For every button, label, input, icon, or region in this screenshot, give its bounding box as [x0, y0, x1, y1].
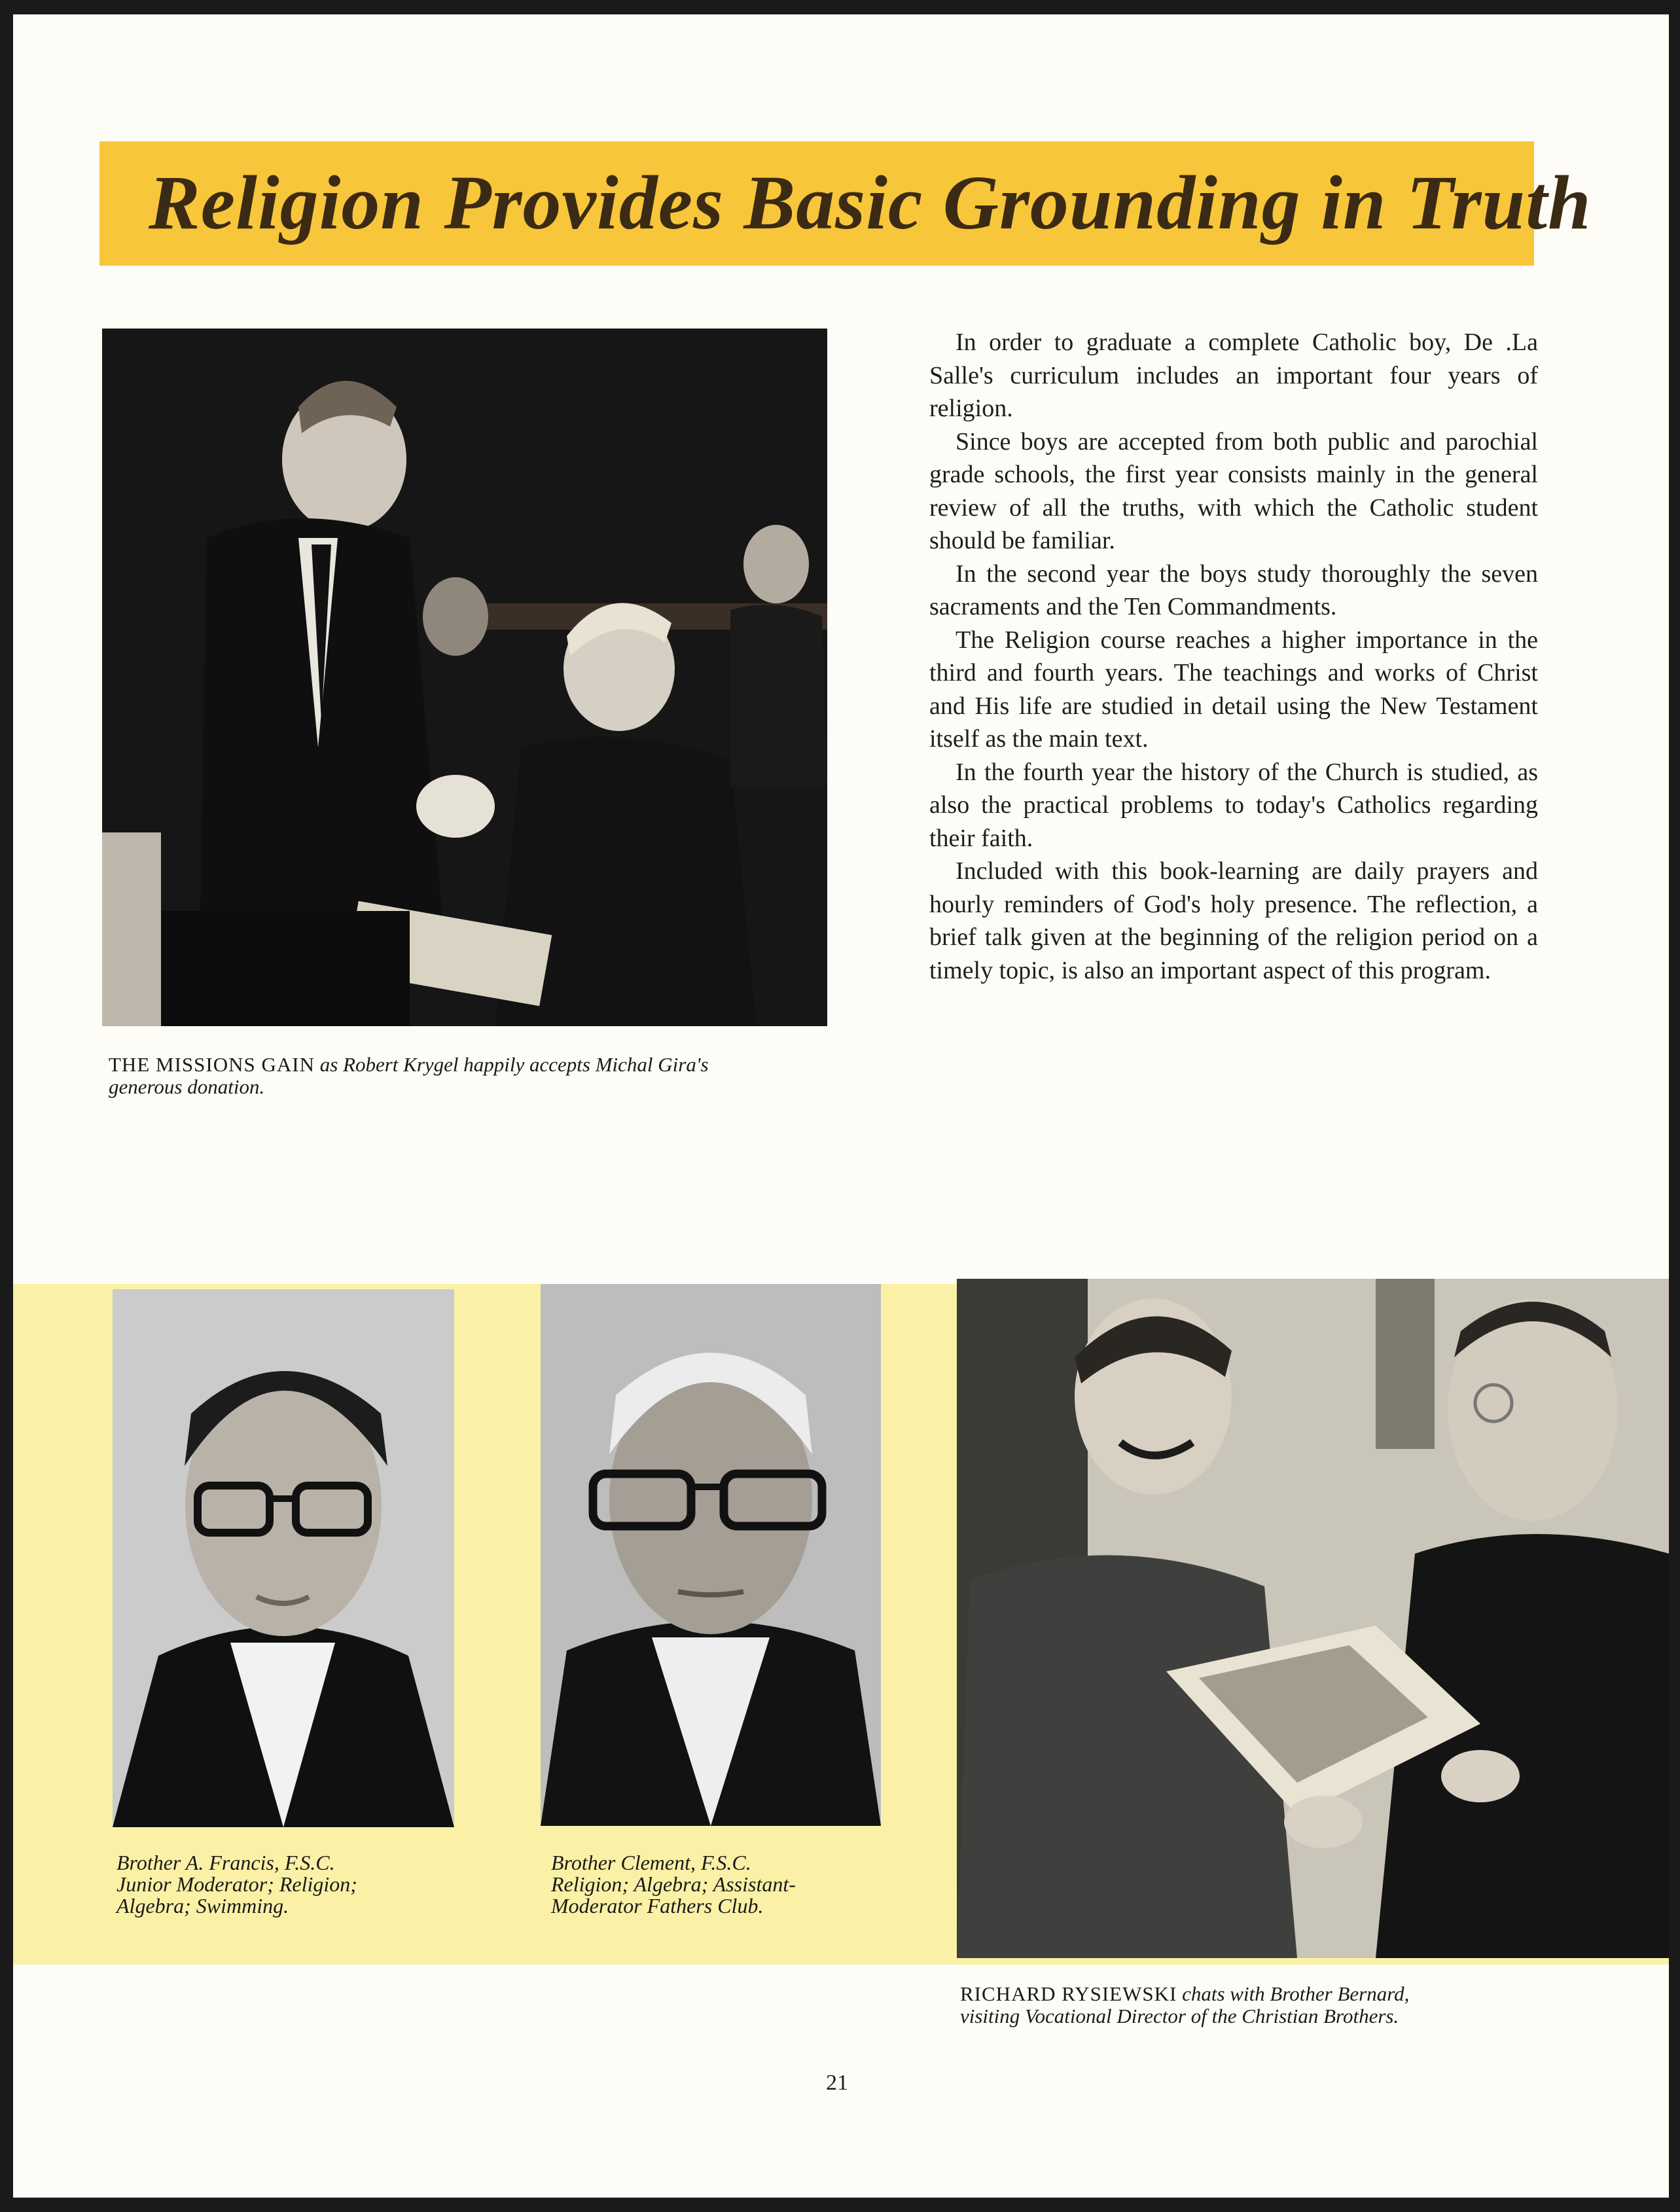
brother-francis-portrait: [113, 1289, 454, 1827]
richard-photo-illustration: [957, 1279, 1669, 1958]
richard-bernard-photo: [957, 1279, 1669, 1958]
yearbook-page: [13, 14, 1669, 2198]
clement-caption-name: Brother Clement, F.S.C.: [551, 1851, 751, 1874]
clement-caption-line: Religion; Algebra; Assistant-: [551, 1872, 796, 1896]
missions-caption-lead: THE MISSIONS GAIN: [109, 1053, 315, 1076]
richard-caption-lead: RICHARD RYSIEWSKI: [960, 1982, 1177, 2005]
article-body: [929, 326, 1538, 987]
page-number: 21: [826, 2071, 848, 2095]
francis-caption-name: Brother A. Francis, F.S.C.: [116, 1851, 335, 1874]
francis-caption: [116, 1852, 457, 1917]
body-paragraph: Since boys are accepted from both public and parochial grade schools, the first year consists mainly in the general review of all the truths, with which the Catholic student should be familiar.: [929, 427, 1538, 554]
clement-portrait-illustration: [541, 1284, 881, 1826]
body-paragraph: Included with this book-learning are daily prayers and hourly reminders of God's holy presence. The reflection, a brief talk given at the beginning of the religion period on a timely topic, is also an important aspect of this program.: [929, 857, 1538, 984]
brother-clement-portrait: [541, 1284, 881, 1826]
francis-caption-line: Junior Moderator; Religion;: [116, 1872, 357, 1896]
clement-caption-line: Moderator Fathers Club.: [551, 1894, 764, 1918]
missions-photo: [102, 329, 827, 1026]
missions-caption-rest: as Robert Krygel happily accepts Michal Gira's: [314, 1053, 709, 1076]
clement-caption: [551, 1852, 891, 1917]
missions-caption: [109, 1054, 842, 1098]
francis-caption-line: Algebra; Swimming.: [116, 1894, 289, 1918]
page-title: Religion Provides Basic Grounding in Truth: [149, 160, 1592, 245]
body-paragraph: In the second year the boys study thoroughly the seven sacraments and the Ten Commandments.: [929, 560, 1538, 620]
body-paragraph: In order to graduate a complete Catholic boy, De .La Salle's curriculum includes an important four years of religion.: [929, 329, 1538, 422]
francis-portrait-illustration: [113, 1289, 454, 1827]
richard-caption-line2: visiting Vocational Director of the Christian Brothers.: [960, 2005, 1399, 2027]
missions-photo-illustration: [102, 329, 827, 1026]
richard-caption: [960, 1983, 1621, 2027]
body-paragraph: In the fourth year the history of the Church is studied, as also the practical problems to today's Catholics regarding their faith.: [929, 758, 1538, 852]
body-paragraph: The Religion course reaches a higher importance in the third and fourth years. The teachings and works of Christ and His life are studied in detail using the New Testament itself as the main text.: [929, 626, 1538, 753]
title-banner: [99, 141, 1592, 266]
missions-caption-line2: generous donation.: [109, 1075, 265, 1098]
richard-caption-rest: chats with Brother Bernard,: [1177, 1982, 1410, 2005]
